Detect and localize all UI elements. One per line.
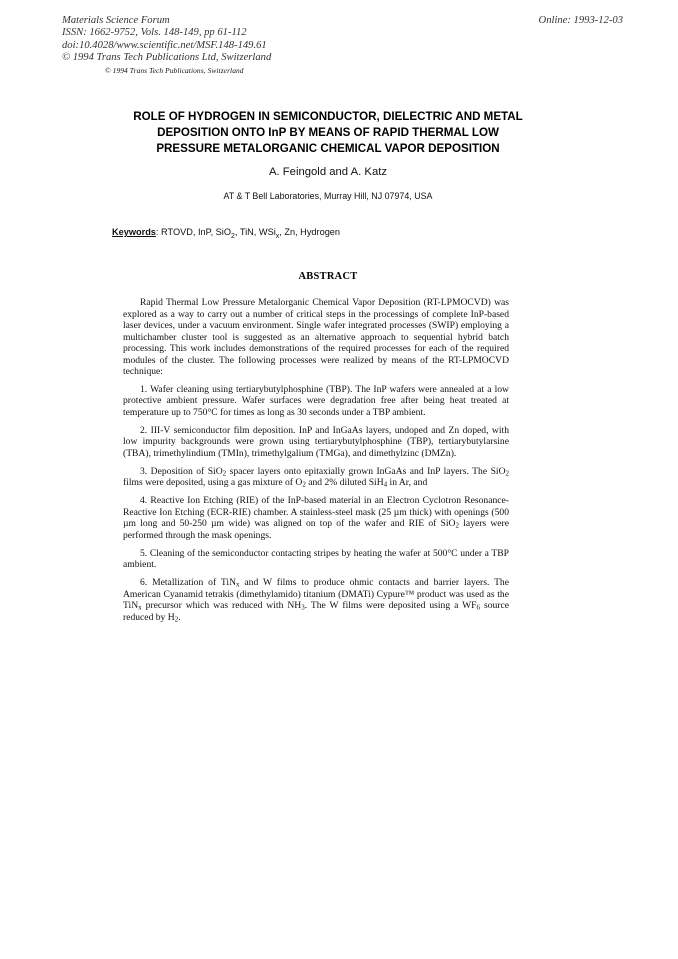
affiliation: AT & T Bell Laboratories, Murray Hill, NJ 07974, USA <box>223 191 433 201</box>
issn-line: ISSN: 1662-9752, Vols. 148-149, pp 61-112 <box>62 27 247 39</box>
paper-title <box>100 109 556 158</box>
process-4: 4. Reactive Ion Etching (RIE) of the InP-based material in an Electron Cyclotron Resonance-Reactive Ion Etching (ECR-RIE) chamber. A stainless-steel mask (25 µm thick) with openings (500 µm long and 50-250 µm wide) was aligned on top of the wafer and RIE of SiO$_2$ layers were performed through the mask openings. <box>123 495 510 541</box>
journal-header <box>62 15 271 64</box>
keywords-text-2: , TiN, WSi <box>234 227 276 237</box>
title-line-1: ROLE OF HYDROGEN IN SEMICONDUCTOR, DIELECTRIC AND METAL <box>133 110 523 123</box>
copyright-notice: © 1994 Trans Tech Publications, Switzerland <box>105 66 244 75</box>
keywords-text-1: RTOVD, InP, SiO <box>158 227 231 237</box>
online-date: Online: 1993-12-03 <box>538 15 623 26</box>
process-2: 2. III-V semiconductor film deposition. InP and InGaAs layers, undoped and Zn doped, with low impurity backgrounds were grown using tertiarybutylphosphine (TBP), tertiarybutylarsine (TBA), trimethylindium (TMIn), trimethylgalium (TMGa), and dimethylzinc (DMZn). <box>123 424 509 459</box>
process-3: 3. Deposition of SiO$_2$ spacer layers onto epitaxially grown InGaAs and InP layers. The SiO$_2$ films were deposited, using a gas mixture of $O_2$ and 2% diluted SiH$_4$ in Ar, and <box>123 465 509 489</box>
authors: A. Feingold and A. Katz <box>268 166 388 178</box>
title-line-2: DEPOSITION ONTO InP BY MEANS OF RAPID THERMAL LOW <box>157 126 499 140</box>
process-6: 6. Metallization of TiN$_x$ and W films to produce ohmic contacts and barrier layers. The American Cyanamid tetrakis (dimethylamido) titanium (DMATi) Cypure™ product was used as the TiN$_x$ precursor which was reduced with $NH_3$. The W films were deposited using a $WF_6$ source reduced by $H_2$. <box>123 577 510 623</box>
journal-name: Materials Science Forum <box>62 15 170 26</box>
keywords-sub-1: 2 <box>231 232 235 240</box>
keywords <box>112 227 340 240</box>
doi-line[interactable]: doi:10.4028/www.scientific.net/MSF.148-149.61 <box>62 39 267 51</box>
keywords-sub-2: x <box>275 232 280 240</box>
keywords-text-3: , Zn, Hydrogen <box>279 227 341 237</box>
keywords-colon: : <box>155 227 159 237</box>
abstract-body <box>123 297 509 630</box>
keywords-label: Keywords <box>112 227 156 237</box>
abstract-heading: ABSTRACT <box>298 271 358 282</box>
publisher-line: © 1994 Trans Tech Publications Ltd, Switzerland <box>62 51 272 63</box>
process-5: 5. Cleaning of the semiconductor contacting stripes by heating the wafer at 500°C under a TBP ambient. <box>123 547 509 570</box>
title-line-3: PRESSURE METALORGANIC CHEMICAL VAPOR DEPOSITION <box>156 142 500 156</box>
abstract-intro: Rapid Thermal Low Pressure Metalorganic Chemical Vapor Deposition (RT-LPMOCVD) was explored as a way to carry out a number of critical steps in the processings of complete InP-based laser devices, under a vacuum environment. Single wafer integrated processes (SWIP) employing a multichamber cluster tool is suggested as an alternative approach to sequential hybrid batch processing. This work includes demonstrations of the required processes for each of the required modules of the cluster. The following processes were realized by means of the RT-LPMOCVD technique: <box>123 297 509 377</box>
process-1: 1. Wafer cleaning using tertiarybutylphosphine (TBP). The InP wafers were annealed at a low protective ambient pressure. Wafer surfaces were degradation free after being heat treated at temperature up to 750°C for times as long as 30 seconds under a TBP ambient. <box>123 383 509 418</box>
